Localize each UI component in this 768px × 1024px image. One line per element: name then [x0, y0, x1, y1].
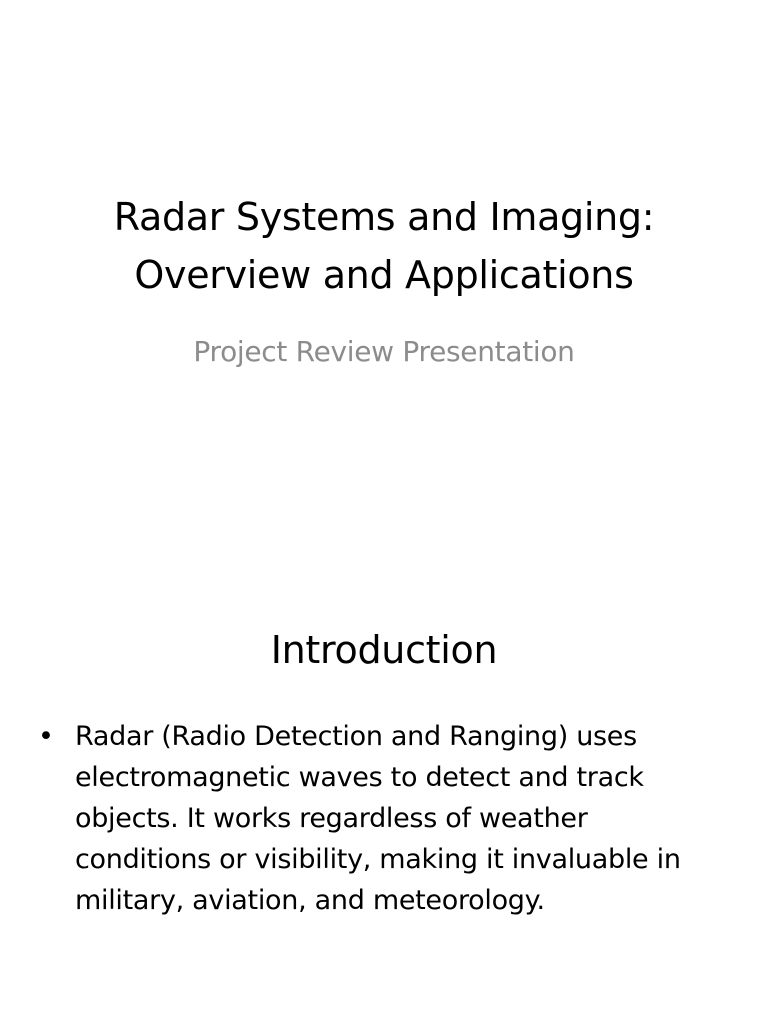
slide-title-line-2: Overview and Applications	[134, 253, 634, 297]
bullet-marker: •	[38, 721, 54, 752]
slide-subtitle: Project Review Presentation	[193, 335, 575, 368]
introduction-slide	[0, 512, 768, 1024]
bullet-item	[38, 716, 728, 921]
slide-title-line-1: Radar Systems and Imaging:	[113, 195, 655, 239]
bullet-line-4: conditions or visibility, making it invaluable in	[75, 844, 681, 875]
bullet-line-5: military, aviation, and meteorology.	[75, 885, 545, 916]
bullet-text	[75, 716, 681, 921]
slide-title	[40, 188, 728, 304]
slide-heading: Introduction	[270, 628, 498, 672]
bullet-list	[38, 716, 728, 921]
bullet-line-1: Radar (Radio Detection and Ranging) uses	[75, 721, 637, 752]
bullet-line-2: electromagnetic waves to detect and track	[75, 762, 644, 793]
bullet-line-3: objects. It works regardless of weather	[75, 803, 588, 834]
